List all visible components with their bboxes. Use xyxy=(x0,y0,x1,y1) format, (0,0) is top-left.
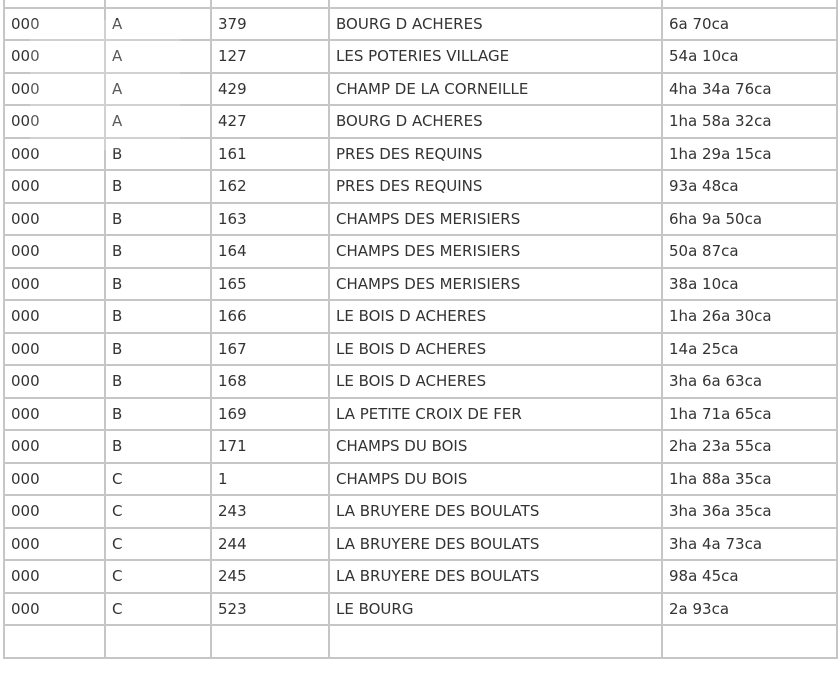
table-row xyxy=(4,235,837,268)
parcel-number-cell: 523 xyxy=(211,593,329,626)
area-cell: 1ha 88a 35ca xyxy=(662,463,837,496)
area-cell: 6ha 9a 50ca xyxy=(662,203,837,236)
section-cell: B xyxy=(105,268,211,301)
section-prefix-cell: 000 xyxy=(4,593,105,626)
parcel-number-cell: 171 xyxy=(211,430,329,463)
table-row xyxy=(4,170,837,203)
section-cell: C xyxy=(105,495,211,528)
table-row xyxy=(4,365,837,398)
table-row xyxy=(4,463,837,496)
locality-cell: LA BRUYERE DES BOULATS xyxy=(329,560,662,593)
section-prefix-cell: 000 xyxy=(4,365,105,398)
parcel-number-cell: 163 xyxy=(211,203,329,236)
area-cell: 1ha 58a 32ca xyxy=(662,105,837,138)
parcel-number-cell: 243 xyxy=(211,495,329,528)
section-prefix-cell: 000 xyxy=(4,105,105,138)
table-row xyxy=(4,300,837,333)
area-cell: 1ha 71a 65ca xyxy=(662,398,837,431)
section-cell: C xyxy=(105,463,211,496)
table-row xyxy=(4,73,837,106)
parcel-number-cell xyxy=(211,0,329,8)
parcel-number-cell: 167 xyxy=(211,333,329,366)
section-prefix-cell xyxy=(4,625,105,658)
table-row xyxy=(4,40,837,73)
parcel-number-cell: 427 xyxy=(211,105,329,138)
section-prefix-cell: 000 xyxy=(4,40,105,73)
section-cell: A xyxy=(105,8,211,41)
locality-cell: LE BOURG xyxy=(329,593,662,626)
locality-cell: LE BOIS D ACHERES xyxy=(329,333,662,366)
section-prefix-cell: 000 xyxy=(4,138,105,171)
parcel-table-body xyxy=(4,0,837,658)
parcel-number-cell: 168 xyxy=(211,365,329,398)
area-cell: 3ha 4a 73ca xyxy=(662,528,837,561)
parcel-number-cell: 162 xyxy=(211,170,329,203)
parcel-number-cell: 164 xyxy=(211,235,329,268)
area-cell: 14a 25ca xyxy=(662,333,837,366)
section-cell: B xyxy=(105,300,211,333)
locality-cell: LA PETITE CROIX DE FER xyxy=(329,398,662,431)
locality-cell: LA BRUYERE DES BOULATS xyxy=(329,528,662,561)
section-prefix-cell: 000 xyxy=(4,300,105,333)
locality-cell xyxy=(329,625,662,658)
table-row xyxy=(4,268,837,301)
section-prefix-cell: 000 xyxy=(4,495,105,528)
section-prefix-cell: 000 xyxy=(4,235,105,268)
section-cell: A xyxy=(105,40,211,73)
section-prefix-cell: 000 xyxy=(4,560,105,593)
section-cell: C xyxy=(105,593,211,626)
parcel-number-cell: 244 xyxy=(211,528,329,561)
locality-cell: CHAMPS DU BOIS xyxy=(329,430,662,463)
locality-cell: PRES DES REQUINS xyxy=(329,170,662,203)
area-cell: 38a 10ca xyxy=(662,268,837,301)
section-prefix-cell: 000 xyxy=(4,463,105,496)
section-prefix-cell: 000 xyxy=(4,430,105,463)
section-cell: A xyxy=(105,73,211,106)
section-prefix-cell: 000 xyxy=(4,398,105,431)
table-row xyxy=(4,528,837,561)
locality-cell xyxy=(329,0,662,8)
section-cell: C xyxy=(105,528,211,561)
section-cell: B xyxy=(105,203,211,236)
locality-cell: CHAMPS DES MERISIERS xyxy=(329,203,662,236)
section-prefix-cell: 000 xyxy=(4,73,105,106)
locality-cell: PRES DES REQUINS xyxy=(329,138,662,171)
parcel-number-cell xyxy=(211,625,329,658)
locality-cell: BOURG D ACHERES xyxy=(329,105,662,138)
locality-cell: CHAMPS DES MERISIERS xyxy=(329,268,662,301)
parcel-number-cell: 429 xyxy=(211,73,329,106)
section-cell xyxy=(105,0,211,8)
section-cell: B xyxy=(105,398,211,431)
section-cell: B xyxy=(105,333,211,366)
area-cell: 3ha 6a 63ca xyxy=(662,365,837,398)
table-row xyxy=(4,105,837,138)
section-prefix-cell: 000 xyxy=(4,203,105,236)
area-cell xyxy=(662,0,837,8)
parcel-number-cell: 245 xyxy=(211,560,329,593)
locality-cell: CHAMP DE LA CORNEILLE xyxy=(329,73,662,106)
table-row xyxy=(4,625,837,658)
parcel-number-cell: 166 xyxy=(211,300,329,333)
section-cell: B xyxy=(105,235,211,268)
parcel-number-cell: 165 xyxy=(211,268,329,301)
parcel-number-cell: 161 xyxy=(211,138,329,171)
parcel-table-container xyxy=(3,0,836,659)
parcel-number-cell: 127 xyxy=(211,40,329,73)
section-prefix-cell: 000 xyxy=(4,333,105,366)
locality-cell: BOURG D ACHERES xyxy=(329,8,662,41)
section-prefix-cell: 000 xyxy=(4,170,105,203)
table-row xyxy=(4,0,837,8)
area-cell: 3ha 36a 35ca xyxy=(662,495,837,528)
area-cell: 1ha 29a 15ca xyxy=(662,138,837,171)
table-row xyxy=(4,138,837,171)
parcel-number-cell: 169 xyxy=(211,398,329,431)
locality-cell: LA BRUYERE DES BOULATS xyxy=(329,495,662,528)
area-cell: 4ha 34a 76ca xyxy=(662,73,837,106)
section-prefix-cell: 000 xyxy=(4,528,105,561)
section-prefix-cell xyxy=(4,0,105,8)
section-cell: C xyxy=(105,560,211,593)
area-cell: 6a 70ca xyxy=(662,8,837,41)
area-cell xyxy=(662,625,837,658)
area-cell: 2a 93ca xyxy=(662,593,837,626)
section-prefix-cell: 000 xyxy=(4,268,105,301)
area-cell: 98a 45ca xyxy=(662,560,837,593)
section-cell xyxy=(105,625,211,658)
locality-cell: CHAMPS DES MERISIERS xyxy=(329,235,662,268)
table-row xyxy=(4,495,837,528)
section-cell: A xyxy=(105,105,211,138)
section-prefix-cell: 000 xyxy=(4,8,105,41)
table-row xyxy=(4,430,837,463)
table-row xyxy=(4,8,837,41)
table-row xyxy=(4,333,837,366)
locality-cell: LES POTERIES VILLAGE xyxy=(329,40,662,73)
parcel-number-cell: 379 xyxy=(211,8,329,41)
area-cell: 1ha 26a 30ca xyxy=(662,300,837,333)
area-cell: 93a 48ca xyxy=(662,170,837,203)
section-cell: B xyxy=(105,430,211,463)
locality-cell: CHAMPS DU BOIS xyxy=(329,463,662,496)
table-row xyxy=(4,398,837,431)
section-cell: B xyxy=(105,170,211,203)
table-row xyxy=(4,560,837,593)
parcel-table xyxy=(3,0,838,659)
table-row xyxy=(4,203,837,236)
parcel-number-cell: 1 xyxy=(211,463,329,496)
area-cell: 50a 87ca xyxy=(662,235,837,268)
locality-cell: LE BOIS D ACHERES xyxy=(329,365,662,398)
locality-cell: LE BOIS D ACHERES xyxy=(329,300,662,333)
section-cell: B xyxy=(105,365,211,398)
area-cell: 54a 10ca xyxy=(662,40,837,73)
area-cell: 2ha 23a 55ca xyxy=(662,430,837,463)
table-row xyxy=(4,593,837,626)
section-cell: B xyxy=(105,138,211,171)
